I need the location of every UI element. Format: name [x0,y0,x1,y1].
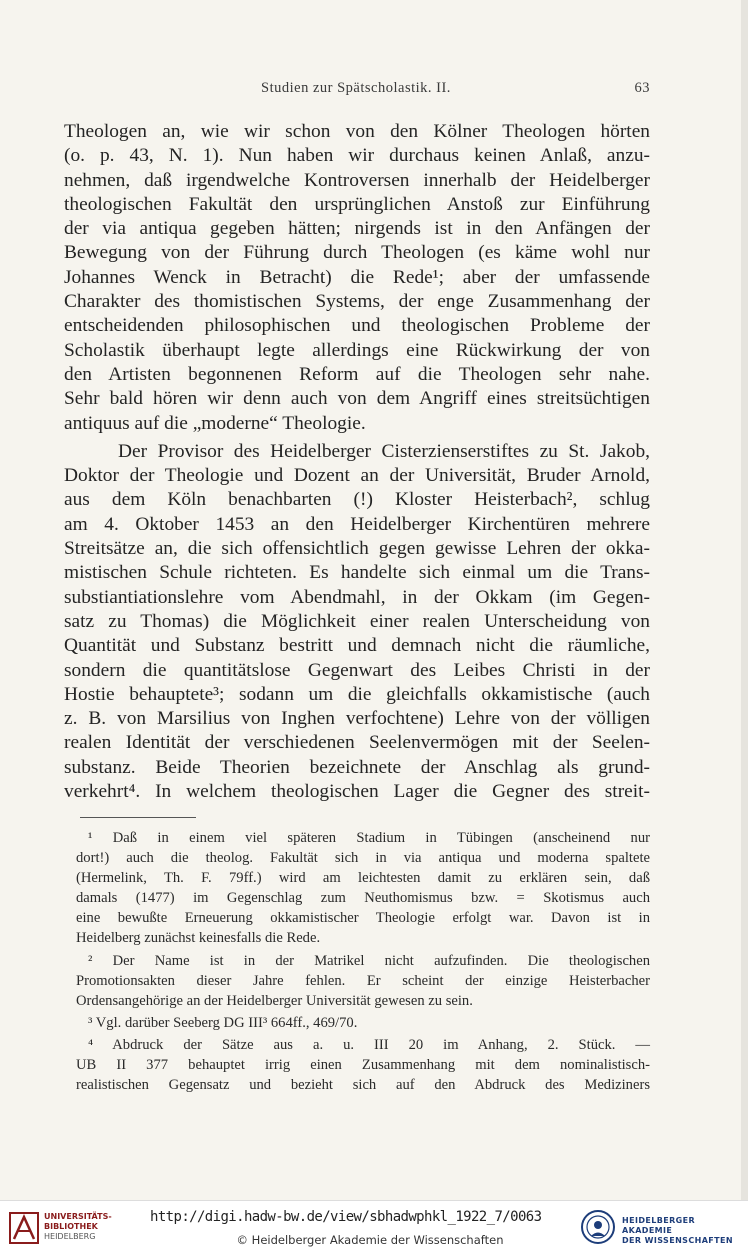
body-line: substiantiationslehre vom Abendmahl, in der Okkam (im Gegen- [64,586,650,608]
body-line: entscheidenden philosophischen und theologischen Probleme der [64,315,650,337]
academy-name-line: DER WISSENSCHAFTEN [622,1236,733,1245]
body-line: Streitsätze an, die sich offensichtlich gegen gewisse Lehren der okka- [64,538,650,560]
footnote-line: Promotionsakten dieser Jahre fehlen. Er scheint der einzige Heisterbacher [76,972,650,989]
body-line: Theologen an, wie wir schon von den Kölner Theologen hörten [64,121,650,142]
footnote-line: ³ Vgl. darüber Seeberg DG III³ 664ff., 469/70. [88,1014,358,1031]
body-line: Sehr bald hören wir denn auch von dem Angriff eines streitsüchtigen [64,388,650,410]
library-name-line: HEIDELBERG [44,1232,96,1241]
academy-name-line: HEIDELBERGER AKADEMIE [622,1216,696,1235]
body-line: Der Provisor des Heidelberger Cisterzienserstiftes zu St. Jakob, [118,440,650,462]
footnote-line: UB II 377 behauptet irrig einen Zusammenhang mit dem nominalistisch- [76,1057,650,1074]
academy-name[interactable] [622,1216,748,1246]
body-text [64,120,650,804]
body-line: Scholastik überhaupt legte allerdings eine Rückwirkung der von [64,339,650,361]
body-line: (o. p. 43, N. 1). Nun haben wir durchaus keinen Anlaß, anzu- [64,145,650,167]
library-name[interactable] [44,1212,112,1242]
permalink-url[interactable]: http://digi.hadw-bw.de/view/sbhadwphkl_1922_7/0063 [150,1209,542,1225]
footnote-line: ⁴ Abdruck der Sätze aus a. u. III 20 im Anhang, 2. Stück. — [88,1036,650,1053]
library-name-line: BIBLIOTHEK [44,1222,98,1231]
copyright-notice: © Heidelberger Akademie der Wissenschaften [236,1233,504,1247]
body-line: Bewegung von der Führung durch Theologen (es käme wohl nur [64,242,650,264]
footnote-line: Heidelberg zunächst keinesfalls die Rede. [76,930,321,947]
footnote-line: damals (1477) im Gegenschlag zum Neuthomismus bzw. = Skotismus auch [76,890,650,907]
academy-seal-icon[interactable] [580,1209,616,1245]
footnote-line: ¹ Daß in einem viel späteren Stadium in Tübingen (anscheinend nur [88,830,650,846]
body-line: Doktor der Theologie und Dozent an der Universität, Bruder Arnold, [64,465,650,487]
page-number: 63 [634,80,650,96]
body-line: mistischen Schule richteten. Es handelte sich einmal um die Trans- [64,562,650,584]
footnote-line: Ordensangehörige an der Heidelberger Universität gewesen zu sein. [76,992,473,1009]
body-line: nehmen, daß irgendwelche Kontroversen innerhalb der Heidelberger [64,169,650,191]
footnote-line: ² Der Name ist in der Matrikel nicht aufzufinden. Die theologischen [88,952,650,969]
footnote-line: (Hermelink, Th. F. 79ff.) wird am leichtesten damit zu erklären sein, daß [76,870,650,887]
body-line: Johannes Wenck in Betracht) die Rede¹; aber der umfassende [64,266,650,288]
body-line: der via antiqua gegeben hätten; nirgends ist in den Anfängen der [64,218,650,240]
footnote-rule [80,817,196,818]
body-line: Quantität und Substanz bestritt und demnach nicht die räumliche, [64,635,650,657]
body-line: antiquus auf die „moderne“ Theologie. [64,412,366,434]
body-line: am 4. Oktober 1453 an den Heidelberger Kirchentüren mehrere [64,513,650,535]
page-edge [741,0,748,1200]
body-line: Hostie behauptete³; sodann um die gleichfalls okkamistische (auch [64,683,650,705]
body-line: den Artisten begonnenen Reform auf die Theologen sehr nahe. [64,363,650,385]
body-line: Charakter des thomistischen Systems, der enge Zusammenhang der [64,291,650,313]
body-line: satz zu Thomas) die Möglichkeit einer realen Unterscheidung von [64,610,650,632]
library-name-line: UNIVERSITÄTS- [44,1212,112,1221]
body-line: theologischen Fakultät den ursprünglichen Anstoß zur Einführung [64,193,650,215]
body-line: aus dem Köln benachbarten (!) Kloster Heisterbach², schlug [64,489,650,511]
body-line: sondern die quantitätslose Gegenwart des Leibes Christi in der [64,659,650,681]
body-line: substanz. Beide Theorien bezeichnete der Anschlag als grund- [64,756,650,778]
running-head-title: Studien zur Spätscholastik. II. [261,80,451,96]
footnote-line: dort!) auch die theolog. Fakultät sich in via antiqua und moderna spaltete [76,850,650,867]
body-line: realen Identität der verschiedenen Seelenvermögen mit der Seelen- [64,732,650,754]
body-line: z. B. von Marsilius von Inghen verfochtene) Lehre von der völligen [64,708,650,730]
viewer-footer [0,1200,748,1255]
running-head [62,80,650,102]
footnote-line: realistischen Gegensatz und bezieht sich auf den Abdruck des Mediziners [76,1077,650,1094]
body-line: verkehrt⁴. In welchem theologischen Lager die Gegner des streit- [64,781,650,803]
library-logo-icon[interactable] [8,1209,40,1245]
footnote-line: eine bewußte Erneuerung okkamistischer Theologie erfolgt war. Davon ist in [76,910,650,927]
footnotes [76,828,650,1095]
